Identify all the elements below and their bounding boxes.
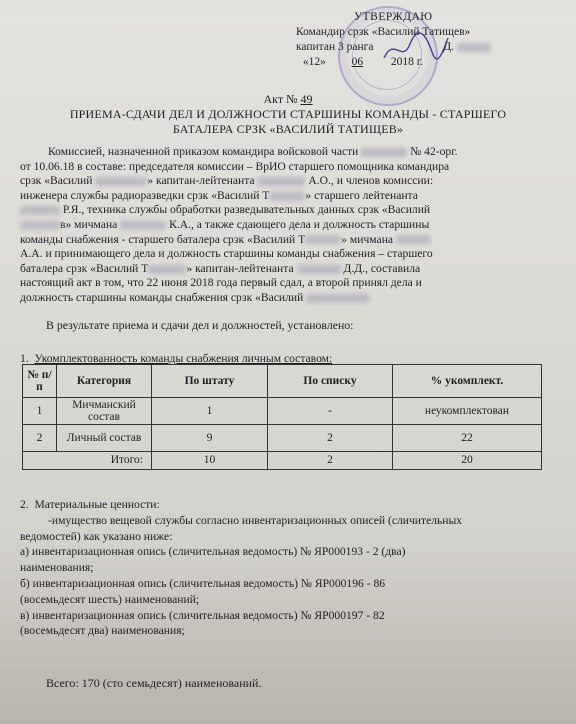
approval-title: УТВЕРЖДАЮ xyxy=(354,11,433,23)
col-category: Категория xyxy=(57,365,152,398)
table-header-row xyxy=(23,365,542,398)
table-total-row: Итого: 10 2 20 xyxy=(23,452,542,470)
section-2-material: 2. Материальные ценности: -имущество вещевой службы согласно инвентаризационных описей (сличительных ведомостей) как указано ниже: а) инвентаризационная опись (сличительная ведомость) № ЯР000193 - 2 (два) наименования; б) инвентаризационная опись (сличительная ведомость) № ЯР000196 - 86 (восемьдесят шесть) наименований; в) инвентаризационная опись (сличительная ведомость) № ЯР000197 - 82 (восемьдесят два) наименования; xyxy=(20,498,463,638)
intro-paragraph: Комиссией, назначенной приказом командира войсковой части № 42-орг. от 10.06.18 в составе: председателя комиссии – ВрИО старшего помощника командира срзк «Василий » капитан-лейтенанта А.О., и членов комиссии: инженера службы радиоразведки срзк «Василий Т » старшего лейтенанта Р.Я., техника службы обработки разведывательных данных срзк «Василий в» мичмана К.А., а также сдающего дела и должность старшины команды снабжения - старшего баталера срзк «Василий Т » мичмана А.А. и принимающего дела и должность старшины команды снабжения – старшего баталера срзк «Василий Т » капитан-лейтенанта Д.Д., составила настоящий акт в том, что 22 июня 2018 года первый сдал, а второй принял дела и должность старшины команды снабжения срзк «Василий xyxy=(20,145,458,304)
approval-commander: Командир срзк «Василий Татищев» xyxy=(296,26,471,38)
act-title: ПРИЕМА-СДАЧИ ДЕЛ И ДОЛЖНОСТИ СТАРШИНЫ КОМАНДЫ - СТАРШЕГО БАТАЛЕРА СРЗК «ВАСИЛИЙ ТАТИЩЕВ» xyxy=(69,107,507,136)
staffing-table xyxy=(22,364,542,470)
total-items: Всего: 170 (сто семьдесят) наименований. xyxy=(46,676,262,690)
col-list: По списку xyxy=(268,365,393,398)
approval-block xyxy=(296,10,566,70)
act-number: Акт № 49 xyxy=(263,92,313,106)
table-row: 1 Мичманский состав 1 - неукомплектован xyxy=(23,398,542,425)
approval-rank-line: капитан 3 ранга Д. xyxy=(296,40,566,55)
col-percent: % укомплект. xyxy=(393,365,542,398)
redaction xyxy=(457,43,491,52)
result-statement: В результате приема и сдачи дел и должностей, установлено: xyxy=(46,318,354,332)
col-number: № п/п xyxy=(23,365,57,398)
approval-date: «12» 06 2018 г. xyxy=(302,56,424,68)
col-staff: По штату xyxy=(152,365,268,398)
section-1-heading: 1. Укомплектованность команды снабжения личным составом: xyxy=(20,352,333,365)
table-row: 2 Личный состав 9 2 22 xyxy=(23,425,542,452)
